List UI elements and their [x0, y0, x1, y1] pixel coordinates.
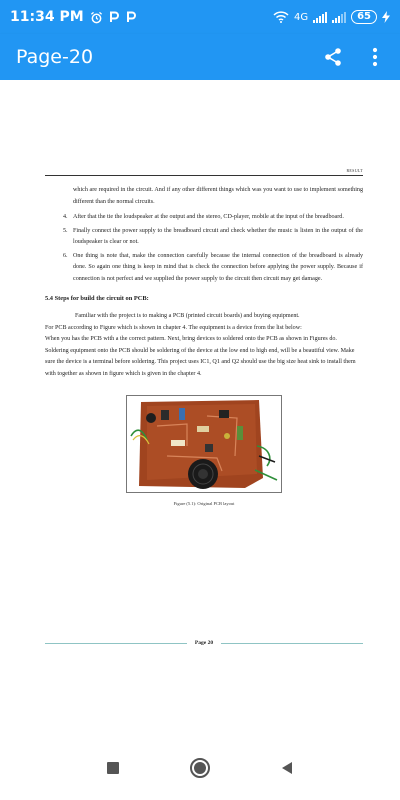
status-right-icons: [273, 10, 390, 24]
system-nav-bar: [0, 736, 400, 800]
p-icon: [108, 11, 120, 23]
app-title: Page-20: [16, 46, 94, 68]
app-actions: [322, 46, 386, 68]
list-item-number: 5.: [63, 227, 68, 234]
home-circle-icon: [189, 757, 211, 779]
list-item: [45, 226, 363, 249]
share-button[interactable]: [322, 46, 344, 68]
recents-square-icon: [106, 761, 120, 775]
list-item-text: After that the tie the loudspeaker at the output and the stereo, CD-player, mobile at the input of the breadboard.: [73, 214, 344, 220]
pcb-photo-image: [127, 396, 281, 492]
figure-caption: Figure (5.1): Original PCB layout: [173, 501, 235, 506]
back-button[interactable]: [273, 754, 301, 782]
body-paragraph: Familiar with the project is to making a PCB (printed circuit boards) and buying equipment.: [75, 313, 300, 319]
share-icon: [323, 47, 343, 67]
app-bar: [0, 34, 400, 80]
body-paragraph: Soldering equipment onto the PCB should be soldering of the device at the low end to high end, will be a beautiful view. Make sure the device is a terminal before soldering. This project uses IC1, Q1 and Q2 should use the big size heat sink to install them with together as shown in figure which is given in the chapter 4.: [45, 347, 356, 377]
list-continuation-text: which are required in the circuit. And if any other different things which was you want to use to implement something different than the normal circuits.: [73, 187, 363, 205]
list-item: [45, 251, 363, 286]
p-icon: [125, 11, 137, 23]
status-left-icons: [90, 11, 137, 24]
list-item-text: One thing is note that, make the connection carefully because the internal connection of the breadboard is already done. So again one thing is keep in mind that is check the connection before applying the power supply. Because if connection is not perfect and we supplied the power supply to the circuit then circuit may get damage.: [73, 252, 363, 282]
recents-button[interactable]: [99, 754, 127, 782]
more-vert-icon: [372, 47, 378, 67]
page-footer: [45, 640, 363, 646]
more-options-button[interactable]: [364, 46, 386, 68]
page-number-label: Page 20: [194, 640, 214, 646]
footer-divider-right: [221, 643, 363, 644]
status-time: 11:34 PM: [10, 9, 84, 25]
wifi-icon: [273, 11, 289, 23]
battery-indicator: 65: [351, 10, 377, 24]
running-head: RESULT: [45, 168, 363, 176]
body-paragraph: For PCB according to Figure which is shown in chapter 4. The equipment is a device from the list below:: [45, 324, 302, 331]
list-item-number: 6.: [63, 252, 68, 259]
home-button[interactable]: [186, 754, 214, 782]
list-item-text: Finally connect the power supply to the breadboard circuit and check whether the music is listen in the output of the loudspeaker is clear or not.: [73, 227, 363, 245]
list-item: [45, 212, 363, 224]
numbered-list: [45, 212, 363, 285]
network-type-label: 4G: [293, 11, 309, 23]
pcb-photo-figure: [126, 395, 282, 493]
body-paragraph: When you has the PCB with a the correct pattern. Next, bring devices to soldered onto the PCB as shown in Figures do.: [45, 336, 337, 342]
document-viewer[interactable]: [0, 80, 400, 736]
charging-bolt-icon: [382, 11, 390, 23]
alarm-icon: [90, 11, 103, 24]
signal-icon: [313, 12, 327, 23]
section-heading: 5.4 Steps for build the circuit on PCB:: [45, 295, 149, 302]
status-bar: [0, 0, 400, 34]
footer-divider-left: [45, 643, 187, 644]
back-triangle-icon: [280, 761, 294, 775]
document-page: [45, 168, 363, 506]
list-item-number: 4.: [63, 214, 68, 220]
signal-icon: [332, 12, 346, 23]
